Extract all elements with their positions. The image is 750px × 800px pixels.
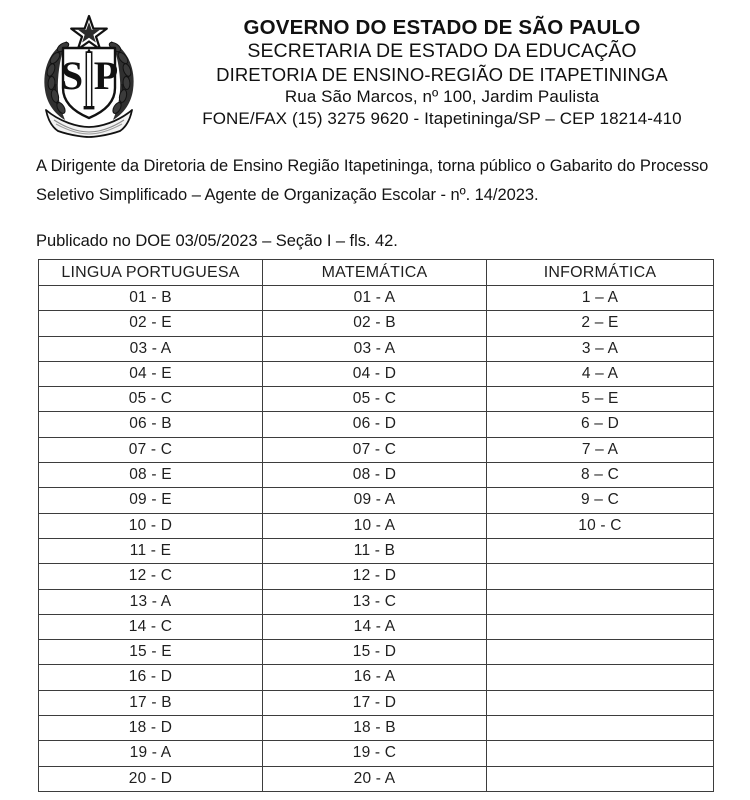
table-row	[39, 437, 714, 462]
answer-cell: 20 - D	[39, 766, 263, 791]
answer-cell: 04 - E	[39, 361, 263, 386]
answer-cell: 04 - D	[263, 361, 487, 386]
table-row	[39, 286, 714, 311]
answer-cell: 4 – A	[487, 361, 714, 386]
answer-cell: 09 - E	[39, 488, 263, 513]
org-line-directorate: DIRETORIA DE ENSINO-REGIÃO DE ITAPETININGA	[216, 64, 668, 85]
answer-cell: 08 - D	[263, 463, 487, 488]
answer-cell: 02 - E	[39, 311, 263, 336]
svg-text:S: S	[60, 53, 84, 98]
organization-heading	[164, 8, 736, 130]
answer-cell: 10 - D	[39, 513, 263, 538]
answer-cell: 17 - B	[39, 690, 263, 715]
answer-cell: 16 - A	[263, 665, 487, 690]
table-row	[39, 741, 714, 766]
answer-key-table-container	[38, 259, 713, 792]
table-row	[39, 538, 714, 563]
table-row	[39, 614, 714, 639]
answer-cell: 19 - C	[263, 741, 487, 766]
answer-key-table-body	[39, 286, 714, 792]
answer-cell: 6 – D	[487, 412, 714, 437]
answer-cell: 07 - C	[39, 437, 263, 462]
org-line-address: Rua São Marcos, nº 100, Jardim Paulista	[284, 87, 600, 106]
column-header-informatics: INFORMÁTICA	[487, 260, 714, 286]
answer-cell: 3 – A	[487, 336, 714, 361]
answer-cell: 13 - C	[263, 589, 487, 614]
table-row	[39, 336, 714, 361]
answer-cell	[487, 589, 714, 614]
document-body	[0, 140, 750, 256]
answer-cell: 5 – E	[487, 387, 714, 412]
answer-cell: 12 - C	[39, 564, 263, 589]
answer-cell: 08 - E	[39, 463, 263, 488]
answer-cell	[487, 766, 714, 791]
table-row	[39, 589, 714, 614]
answer-cell: 2 – E	[487, 311, 714, 336]
answer-cell: 05 - C	[263, 387, 487, 412]
answer-cell: 03 - A	[39, 336, 263, 361]
answer-cell	[487, 564, 714, 589]
answer-cell: 11 - E	[39, 538, 263, 563]
answer-cell: 09 - A	[263, 488, 487, 513]
table-row	[39, 488, 714, 513]
answer-cell: 11 - B	[263, 538, 487, 563]
answer-cell: 06 - D	[263, 412, 487, 437]
answer-cell: 02 - B	[263, 311, 487, 336]
answer-cell	[487, 614, 714, 639]
org-line-government: GOVERNO DO ESTADO DE SÃO PAULO	[243, 16, 641, 39]
svg-text:P: P	[93, 53, 119, 98]
answer-cell	[487, 538, 714, 563]
org-line-secretariat: SECRETARIA DE ESTADO DA EDUCAÇÃO	[247, 40, 637, 62]
column-header-mathematics: MATEMÁTICA	[263, 260, 487, 286]
answer-cell	[487, 665, 714, 690]
table-row	[39, 640, 714, 665]
table-row	[39, 665, 714, 690]
emblem-container	[14, 8, 164, 138]
answer-cell: 7 – A	[487, 437, 714, 462]
table-row	[39, 311, 714, 336]
answer-cell: 05 - C	[39, 387, 263, 412]
answer-cell: 16 - D	[39, 665, 263, 690]
answer-cell: 14 - A	[263, 614, 487, 639]
table-row	[39, 463, 714, 488]
table-row	[39, 766, 714, 791]
answer-cell: 18 - B	[263, 716, 487, 741]
org-line-contact: FONE/FAX (15) 3275 9620 - Itapetininga/SP – CEP 18214-410	[202, 109, 682, 128]
letterhead	[0, 0, 750, 140]
notice-paragraph: A Dirigente da Diretoria de Ensino Região Itapetininga, torna público o Gabarito do Processo Seletivo Simplificado – Agente de Organização Escolar - nº. 14/2023.	[36, 157, 709, 204]
answer-cell: 10 - C	[487, 513, 714, 538]
answer-cell	[487, 716, 714, 741]
answer-cell: 12 - D	[263, 564, 487, 589]
table-row	[39, 387, 714, 412]
answer-cell: 15 - E	[39, 640, 263, 665]
table-header-row	[39, 260, 714, 286]
answer-cell: 8 – C	[487, 463, 714, 488]
answer-cell	[487, 741, 714, 766]
answer-cell: 18 - D	[39, 716, 263, 741]
answer-cell: 20 - A	[263, 766, 487, 791]
answer-cell: 14 - C	[39, 614, 263, 639]
answer-cell	[487, 690, 714, 715]
column-header-portuguese: LINGUA PORTUGUESA	[39, 260, 263, 286]
answer-cell: 13 - A	[39, 589, 263, 614]
sao-paulo-state-coat-of-arms-icon	[30, 14, 148, 138]
answer-cell: 1 – A	[487, 286, 714, 311]
publication-paragraph: Publicado no DOE 03/05/2023 – Seção I – fls. 42.	[36, 232, 398, 250]
answer-cell: 06 - B	[39, 412, 263, 437]
answer-cell: 9 – C	[487, 488, 714, 513]
answer-cell: 15 - D	[263, 640, 487, 665]
answer-cell: 17 - D	[263, 690, 487, 715]
answer-cell: 19 - A	[39, 741, 263, 766]
table-row	[39, 716, 714, 741]
answer-cell: 10 - A	[263, 513, 487, 538]
answer-cell: 07 - C	[263, 437, 487, 462]
answer-cell	[487, 640, 714, 665]
answer-cell: 03 - A	[263, 336, 487, 361]
answer-cell: 01 - A	[263, 286, 487, 311]
table-row	[39, 690, 714, 715]
answer-key-table	[38, 259, 714, 792]
answer-cell: 01 - B	[39, 286, 263, 311]
table-row	[39, 513, 714, 538]
table-row	[39, 564, 714, 589]
table-row	[39, 361, 714, 386]
table-row	[39, 412, 714, 437]
